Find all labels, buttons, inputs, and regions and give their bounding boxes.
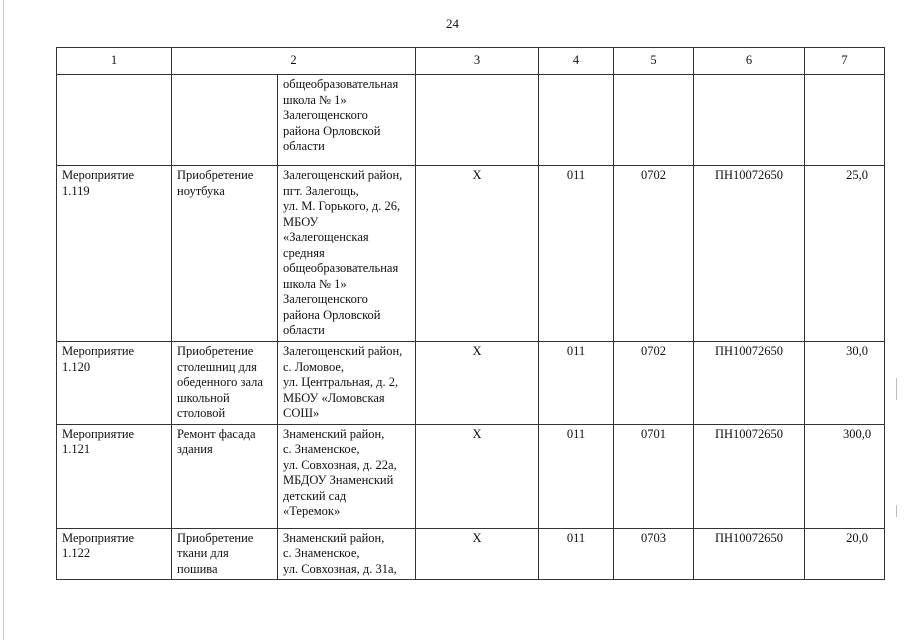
scan-edge-mark [896,378,897,400]
col7-cell: 30,0 [805,342,885,425]
location-cell: Знаменский район, с. Знаменское, ул. Совхозная, д. 22а, МБДОУ Знаменский детский сад «Теремок» [278,424,416,528]
col6-cell: ПН10072650 [694,166,805,342]
scan-edge-line [3,0,4,640]
col3-cell: Х [416,424,539,528]
col4-cell: 011 [539,166,614,342]
name-cell: Приобретение ткани для пошива [172,528,278,580]
col3-cell: Х [416,342,539,425]
col4-cell: 011 [539,342,614,425]
col6-cell: ПН10072650 [694,342,805,425]
column-header-2: 2 [172,48,416,75]
name-cell: Ремонт фасада здания [172,424,278,528]
column-header-3: 3 [416,48,539,75]
table-row [57,166,885,342]
col7-cell [805,75,885,166]
col6-cell [694,75,805,166]
col3-cell: Х [416,528,539,580]
location-cell: Знаменский район, с. Знаменское, ул. Совхозная, д. 31а, [278,528,416,580]
table-row [57,528,885,580]
col5-cell [614,75,694,166]
col5-cell: 0701 [614,424,694,528]
col4-cell: 011 [539,424,614,528]
table-row [57,424,885,528]
event-cell: Мероприятие 1.120 [57,342,172,425]
column-header-7: 7 [805,48,885,75]
column-header-6: 6 [694,48,805,75]
col5-cell: 0702 [614,342,694,425]
location-cell: Залегощенский район, с. Ломовое, ул. Центральная, д. 2, МБОУ «Ломовская СОШ» [278,342,416,425]
col4-cell: 011 [539,528,614,580]
header-row [57,48,885,75]
col5-cell: 0703 [614,528,694,580]
location-cell: Залегощенский район, пгт. Залегощь, ул. М. Горького, д. 26, МБОУ «Залегощенская средняя общеобразовательная школа № 1» Залегощенского района Орловской области [278,166,416,342]
program-table [56,47,885,580]
column-header-4: 4 [539,48,614,75]
table-row [57,342,885,425]
event-cell: Мероприятие 1.119 [57,166,172,342]
col4-cell [539,75,614,166]
event-cell: Мероприятие 1.121 [57,424,172,528]
col5-cell: 0702 [614,166,694,342]
name-cell: Приобретение ноутбука [172,166,278,342]
col7-cell: 300,0 [805,424,885,528]
name-cell: Приобретение столешниц для обеденного зала школьной столовой [172,342,278,425]
col6-cell: ПН10072650 [694,424,805,528]
column-header-5: 5 [614,48,694,75]
col7-cell: 20,0 [805,528,885,580]
col3-cell [416,75,539,166]
col6-cell: ПН10072650 [694,528,805,580]
name-cell [172,75,278,166]
col3-cell: Х [416,166,539,342]
table-row [57,75,885,166]
event-cell [57,75,172,166]
column-header-1: 1 [57,48,172,75]
scan-edge-mark [896,505,897,517]
location-cell: общеобразовательная школа № 1» Залегощенского района Орловской области [278,75,416,166]
col7-cell: 25,0 [805,166,885,342]
page-number: 24 [446,16,459,31]
event-cell: Мероприятие 1.122 [57,528,172,580]
